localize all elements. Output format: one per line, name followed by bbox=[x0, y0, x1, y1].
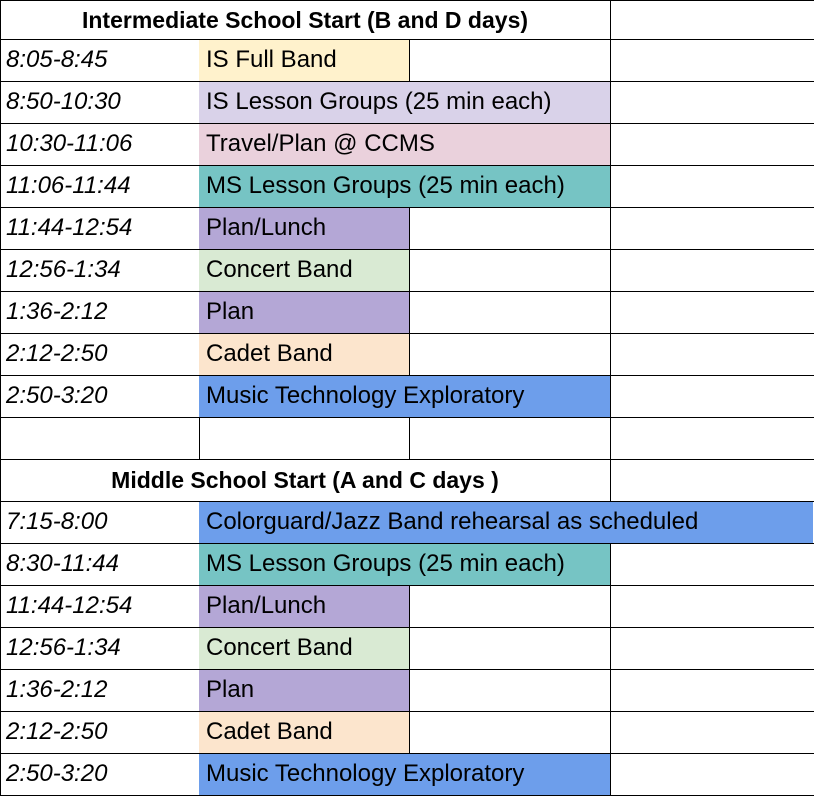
empty-cell[interactable] bbox=[610, 249, 813, 291]
empty-cell[interactable] bbox=[409, 249, 610, 291]
grid-line bbox=[0, 669, 814, 670]
empty-cell[interactable] bbox=[409, 585, 610, 627]
time-cell[interactable]: 8:50-10:30 bbox=[6, 88, 121, 115]
activity-cell[interactable]: Music Technology Exploratory bbox=[199, 753, 610, 795]
grid-line bbox=[0, 627, 814, 628]
grid-line bbox=[0, 375, 814, 376]
empty-cell[interactable] bbox=[610, 333, 813, 375]
activity-cell[interactable]: Colorguard/Jazz Band rehearsal as scheduled bbox=[199, 501, 813, 543]
grid-line bbox=[409, 291, 410, 333]
activity-cell[interactable]: MS Lesson Groups (25 min each) bbox=[199, 165, 610, 207]
empty-cell[interactable] bbox=[610, 375, 813, 417]
empty-cell[interactable] bbox=[610, 39, 813, 81]
activity-cell[interactable]: Cadet Band bbox=[199, 711, 409, 753]
empty-cell[interactable] bbox=[0, 417, 199, 459]
time-cell[interactable]: 8:30-11:44 bbox=[6, 550, 119, 577]
time-cell[interactable]: 11:44-12:54 bbox=[6, 592, 133, 619]
grid-line bbox=[409, 39, 410, 81]
empty-cell[interactable] bbox=[610, 81, 813, 123]
grid-line bbox=[0, 711, 814, 712]
activity-cell[interactable]: Plan/Lunch bbox=[199, 207, 409, 249]
grid-line bbox=[0, 291, 814, 292]
grid-line bbox=[610, 123, 611, 165]
grid-line bbox=[199, 417, 200, 459]
grid-line bbox=[409, 711, 410, 753]
grid-line bbox=[409, 207, 410, 249]
grid-line bbox=[0, 81, 814, 82]
grid-line bbox=[610, 459, 611, 501]
grid-line bbox=[0, 249, 814, 250]
time-cell[interactable]: 10:30-11:06 bbox=[6, 130, 133, 157]
activity-cell[interactable]: Plan bbox=[199, 291, 409, 333]
grid-line bbox=[409, 669, 410, 711]
grid-line bbox=[409, 249, 410, 291]
empty-cell[interactable] bbox=[409, 291, 610, 333]
section-header[interactable]: Intermediate School Start (B and D days) bbox=[81, 6, 529, 33]
grid-line bbox=[409, 585, 410, 627]
grid-line bbox=[409, 627, 410, 669]
grid-line bbox=[0, 459, 814, 460]
empty-cell[interactable] bbox=[409, 39, 610, 81]
activity-cell[interactable]: Concert Band bbox=[199, 627, 409, 669]
grid-line bbox=[0, 0, 814, 1]
time-cell[interactable]: 2:12-2:50 bbox=[6, 718, 108, 745]
empty-cell[interactable] bbox=[409, 711, 610, 753]
empty-cell[interactable] bbox=[610, 585, 813, 627]
time-cell[interactable]: 11:06-11:44 bbox=[6, 172, 131, 199]
activity-cell[interactable]: MS Lesson Groups (25 min each) bbox=[199, 543, 610, 585]
grid-line bbox=[0, 39, 814, 40]
empty-cell[interactable] bbox=[610, 0, 813, 39]
activity-cell[interactable]: Travel/Plan @ CCMS bbox=[199, 123, 610, 165]
grid-line bbox=[0, 333, 814, 334]
grid-line bbox=[610, 0, 611, 39]
grid-line bbox=[409, 333, 410, 375]
empty-cell[interactable] bbox=[409, 627, 610, 669]
empty-cell[interactable] bbox=[409, 669, 610, 711]
time-cell[interactable]: 12:56-1:34 bbox=[6, 634, 121, 661]
grid-line bbox=[610, 753, 611, 795]
time-cell[interactable]: 12:56-1:34 bbox=[6, 256, 121, 283]
grid-line bbox=[0, 417, 814, 418]
empty-cell[interactable] bbox=[610, 417, 813, 459]
grid-line bbox=[610, 375, 611, 417]
empty-cell[interactable] bbox=[199, 417, 409, 459]
time-cell[interactable]: 2:50-3:20 bbox=[6, 382, 108, 409]
grid-line bbox=[0, 753, 814, 754]
grid-line bbox=[0, 165, 814, 166]
grid-line bbox=[610, 81, 611, 123]
grid-line bbox=[409, 417, 410, 459]
grid-line bbox=[0, 0, 1, 796]
empty-cell[interactable] bbox=[610, 165, 813, 207]
grid-line bbox=[0, 585, 814, 586]
time-cell[interactable]: 1:36-2:12 bbox=[6, 676, 108, 703]
empty-cell[interactable] bbox=[610, 711, 813, 753]
empty-cell[interactable] bbox=[610, 207, 813, 249]
grid-line bbox=[0, 501, 814, 502]
time-cell[interactable]: 1:36-2:12 bbox=[6, 298, 108, 325]
empty-cell[interactable] bbox=[610, 459, 813, 501]
activity-cell[interactable]: Plan bbox=[199, 669, 409, 711]
time-cell[interactable]: 2:12-2:50 bbox=[6, 340, 108, 367]
time-cell[interactable]: 2:50-3:20 bbox=[6, 760, 108, 787]
activity-cell[interactable]: Concert Band bbox=[199, 249, 409, 291]
grid-line bbox=[0, 543, 814, 544]
activity-cell[interactable]: Cadet Band bbox=[199, 333, 409, 375]
empty-cell[interactable] bbox=[610, 669, 813, 711]
empty-cell[interactable] bbox=[610, 123, 813, 165]
time-cell[interactable]: 11:44-12:54 bbox=[6, 214, 133, 241]
activity-cell[interactable]: Music Technology Exploratory bbox=[199, 375, 610, 417]
empty-cell[interactable] bbox=[610, 543, 813, 585]
empty-cell[interactable] bbox=[610, 291, 813, 333]
grid-line bbox=[610, 417, 611, 459]
grid-line bbox=[0, 207, 814, 208]
empty-cell[interactable] bbox=[409, 417, 610, 459]
time-cell[interactable]: 8:05-8:45 bbox=[6, 46, 108, 73]
time-cell[interactable]: 7:15-8:00 bbox=[6, 508, 108, 535]
activity-cell[interactable]: IS Full Band bbox=[199, 39, 409, 81]
activity-cell[interactable]: IS Lesson Groups (25 min each) bbox=[199, 81, 610, 123]
empty-cell[interactable] bbox=[610, 753, 813, 795]
grid-line bbox=[610, 165, 611, 207]
grid-line bbox=[610, 543, 611, 585]
empty-cell[interactable] bbox=[409, 207, 610, 249]
empty-cell[interactable] bbox=[409, 333, 610, 375]
grid-line bbox=[0, 123, 814, 124]
section-header[interactable]: Middle School Start (A and C days ) bbox=[111, 467, 499, 493]
empty-cell[interactable] bbox=[610, 627, 813, 669]
activity-cell[interactable]: Plan/Lunch bbox=[199, 585, 409, 627]
